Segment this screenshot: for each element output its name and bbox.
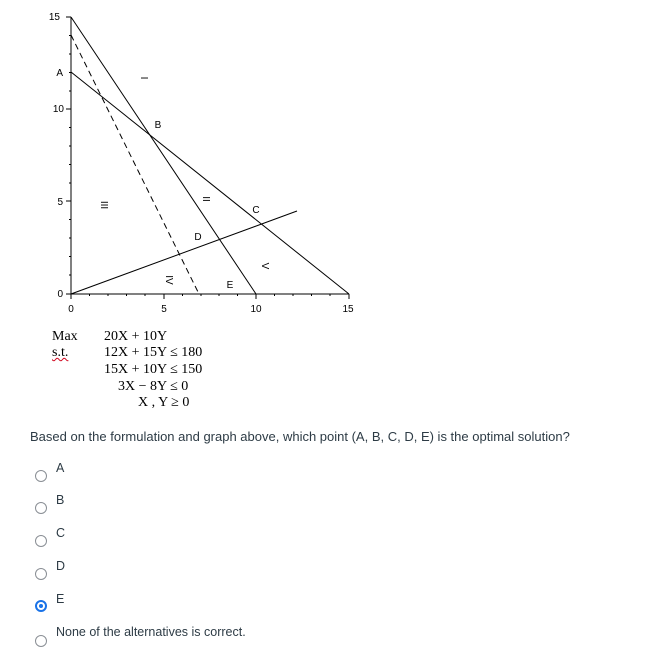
x-tick-label: 15 (342, 304, 354, 315)
region-label-IV: IV (163, 275, 174, 285)
radio-button[interactable] (35, 568, 47, 580)
option-label: None of the alternatives is correct. (56, 625, 246, 639)
radio-button[interactable] (35, 535, 47, 547)
option-label: E (56, 592, 65, 606)
option-D[interactable] (0, 559, 640, 589)
subject-to-label: s.t. (52, 345, 69, 360)
point-label-D: D (194, 232, 202, 243)
y-tick-label: 5 (57, 197, 63, 208)
region-label-II: II (200, 196, 211, 202)
point-label-C: C (252, 205, 260, 216)
option-C[interactable] (0, 526, 640, 556)
radio-button-selected[interactable] (35, 600, 47, 612)
y-tick-label: 15 (48, 12, 60, 23)
x-tick-label: 10 (250, 304, 262, 315)
constraint-line-III (71, 211, 297, 294)
point-label-E: E (226, 280, 234, 291)
radio-button[interactable] (35, 470, 47, 482)
y-major-ticks (66, 17, 71, 294)
radio-button[interactable] (35, 635, 47, 647)
constraint-nonnegativity: X , Y ≥ 0 (138, 395, 190, 410)
region-label-V: V (259, 262, 270, 270)
objective-label: Max (52, 329, 78, 344)
x-tick-label: 5 (161, 304, 167, 315)
region-label-III: III (98, 200, 109, 210)
y-tick-label: 10 (52, 104, 64, 115)
option-E[interactable] (0, 592, 640, 622)
objective-function: 20X + 10Y (104, 329, 168, 344)
question-text: Based on the formulation and graph above, which point (A, B, C, D, E) is the optimal solution? (30, 429, 570, 444)
option-label: B (56, 493, 65, 507)
constraint-2: 15X + 10Y ≤ 150 (104, 362, 203, 377)
option-A[interactable] (0, 460, 640, 490)
x-tick-label: 0 (68, 304, 74, 315)
option-none[interactable] (0, 625, 640, 655)
option-label: C (56, 526, 66, 540)
lp-graph (0, 0, 370, 325)
y-tick-label: 0 (57, 289, 63, 300)
objective-dashed-line (71, 35, 202, 294)
constraint-1: 12X + 15Y ≤ 180 (104, 345, 203, 360)
constraint-line-II (71, 72, 349, 294)
region-label-I: I (138, 76, 149, 80)
constraint-3: 3X − 8Y ≤ 0 (118, 379, 189, 394)
x-major-ticks (71, 294, 349, 299)
constraint-line-I (71, 17, 256, 294)
option-label: A (56, 461, 65, 475)
option-label: D (56, 559, 66, 573)
option-B[interactable] (0, 493, 640, 523)
y-point-label-A: A (56, 68, 63, 79)
point-label-B: B (154, 120, 162, 131)
radio-button[interactable] (35, 502, 47, 514)
lp-formulation (0, 325, 260, 415)
